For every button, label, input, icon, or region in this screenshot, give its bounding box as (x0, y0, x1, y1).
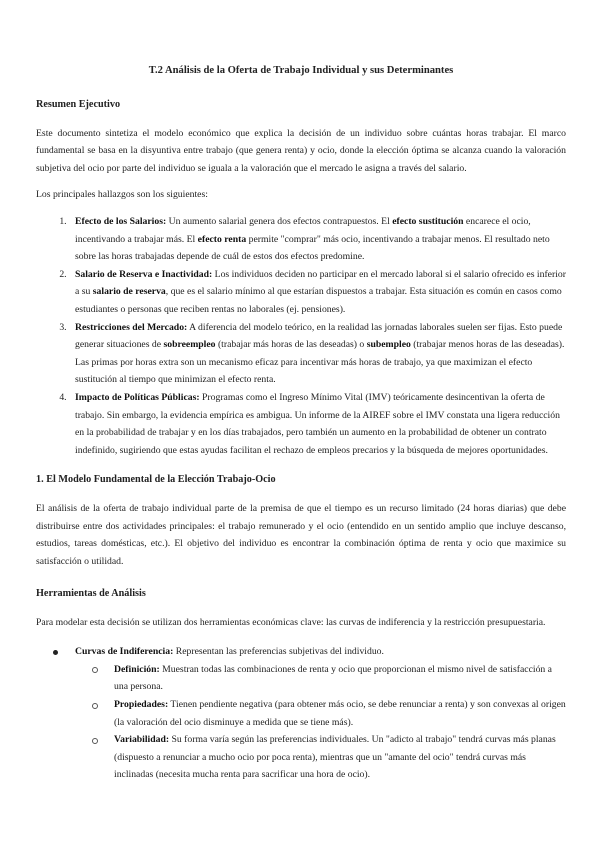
text-run: (trabajar más horas de las deseadas) o (215, 339, 367, 351)
text-run: Programas como el Ingreso Mínimo Vital (IMV) teóricamente desincentivan la oferta de trabajo. Sin embargo, la evidencia empírica es ambigua. Un informe de la AIREF sobre el IMV constata una ligera reducción en la probabilidad de trabajar y en los días trabajados, pero también un aumento en la probabilidad de obtener un contrato indefinido, sugiriendo que estas ayudas facilitan el rechazo de empleos precarios y la búsqueda de mejores oportunidades. (75, 391, 560, 456)
summary-heading: Resumen Ejecutivo (36, 98, 121, 110)
finding-item (69, 266, 566, 319)
bold-term: salario de reserva (92, 286, 166, 298)
text-run: Los individuos deciden no participar en el mercado laboral si el salario ofrecido es inferior a su (75, 268, 566, 298)
tools-list (36, 643, 566, 784)
findings-list (36, 213, 566, 459)
document-title: T.2 Análisis de la Oferta de Trabajo Individual y sus Determinantes (148, 65, 454, 76)
text-run: Un aumento salarial genera dos efectos contrapuestos. El (166, 215, 393, 227)
bullet-text (75, 646, 384, 657)
bold-term: Salario de Reserva e Inactividad: (75, 268, 213, 280)
finding-item (69, 389, 566, 459)
bold-term: subempleo (366, 339, 411, 351)
bold-term: efecto sustitución (392, 215, 464, 227)
text-run: Representan las preferencias subjetivas del individuo. (173, 646, 384, 658)
text-run: , que es el salario mínimo al que estarían dispuestos a trabajar. Esta situación es común en casos como estudiantes o personas que reciben rentas no laborales (ej. pensiones). (75, 286, 562, 315)
section-1-heading: 1. El Modelo Fundamental de la Elección Trabajo-Ocio (36, 474, 276, 486)
bold-term: Efecto de los Salarios: (75, 215, 167, 227)
bullet-indifference-curves (69, 643, 566, 784)
sub-item-properties (108, 696, 566, 731)
text-run: Este documento sintetiza el modelo económico que explica la decisión de un individuo sobre cuántas horas trabajar. El marco fundamental se basa en la disyuntiva entre trabajo (que genera renta) y ocio, donde la elección óptima se alcanza cuando la valoración subjetiva del ocio por parte del individuo se iguala a la valoración que el mercado le asigna a través del salario. (36, 127, 566, 174)
text-run: permite "comprar" más ocio, incentivando a trabajar menos. El resultado neto sobre las horas trabajadas depende de cuál de estos dos efectos predomine. (75, 233, 550, 263)
bold-term: Restricciones del Mercado: (75, 321, 188, 333)
summary-intro (36, 125, 566, 178)
section-1-paragraph: El análisis de la oferta de trabajo individual parte de la premisa de que el tiempo es un recurso limitado (24 horas diarias) que debe distribuirse entre dos actividades principales: el trabajo remunerado y el ocio (entendido en un sentido amplio que incluye descanso, estudios, tareas domésticas, etc.). El objetivo del individuo es encontrar la combinación óptima de renta y ocio que maximice su satisfacción o utilidad. (36, 503, 566, 568)
finding-item (69, 319, 566, 389)
summary-lead: Los principales hallazgos son los siguientes: (36, 189, 208, 201)
text-run: Tienen pendiente negativa (para obtener más ocio, se debe renunciar a renta) y son convexas al origen (la valoración del ocio disminuye a medida que se tiene más). (114, 699, 566, 728)
text-run: A diferencia del modelo teórico, en la realidad las jornadas laborales suelen ser fijas. Esto puede generar situaciones de (75, 321, 563, 351)
text-run: encarece el ocio, incentivando a trabajar más. El (75, 215, 531, 245)
sub-item-definition (108, 661, 566, 696)
tools-heading: Herramientas de Análisis (36, 587, 146, 599)
bold-term: Curvas de Indiferencia: (75, 646, 174, 658)
bold-term: Variabilidad: (114, 734, 170, 746)
bold-term: efecto renta (197, 233, 247, 245)
sub-item-variability (108, 731, 566, 784)
bold-term: Propiedades: (114, 699, 169, 711)
text-run: (trabajar menos horas de las deseadas). Las primas por horas extra son un mecanismo eficaz para incentivar más horas de trabajo, ya que maximizan el efecto sustitución al tiempo que minimizan el efecto renta. (75, 339, 565, 386)
bold-term: sobreempleo (163, 339, 216, 351)
finding-item (69, 213, 566, 266)
bold-term: Definición: (114, 663, 160, 675)
sub-list (75, 661, 566, 784)
tools-paragraph: Para modelar esta decisión se utilizan dos herramientas económicas clave: las curvas de indiferencia y la restricción presupuestaria. (36, 616, 546, 628)
bold-term: Impacto de Políticas Públicas: (75, 391, 200, 403)
text-run: Su forma varía según las preferencias individuales. Un "adicto al trabajo" tendrá curvas más planas (dispuesto a renunciar a mucho ocio por poca renta), mientras que un "amante del ocio" tendrá curvas más inclinadas (necesita mucha renta para sacrificar una hora de ocio). (114, 734, 556, 781)
text-run: Muestran todas las combinaciones de renta y ocio que proporcionan el mismo nivel de satisfacción a una persona. (114, 663, 552, 693)
